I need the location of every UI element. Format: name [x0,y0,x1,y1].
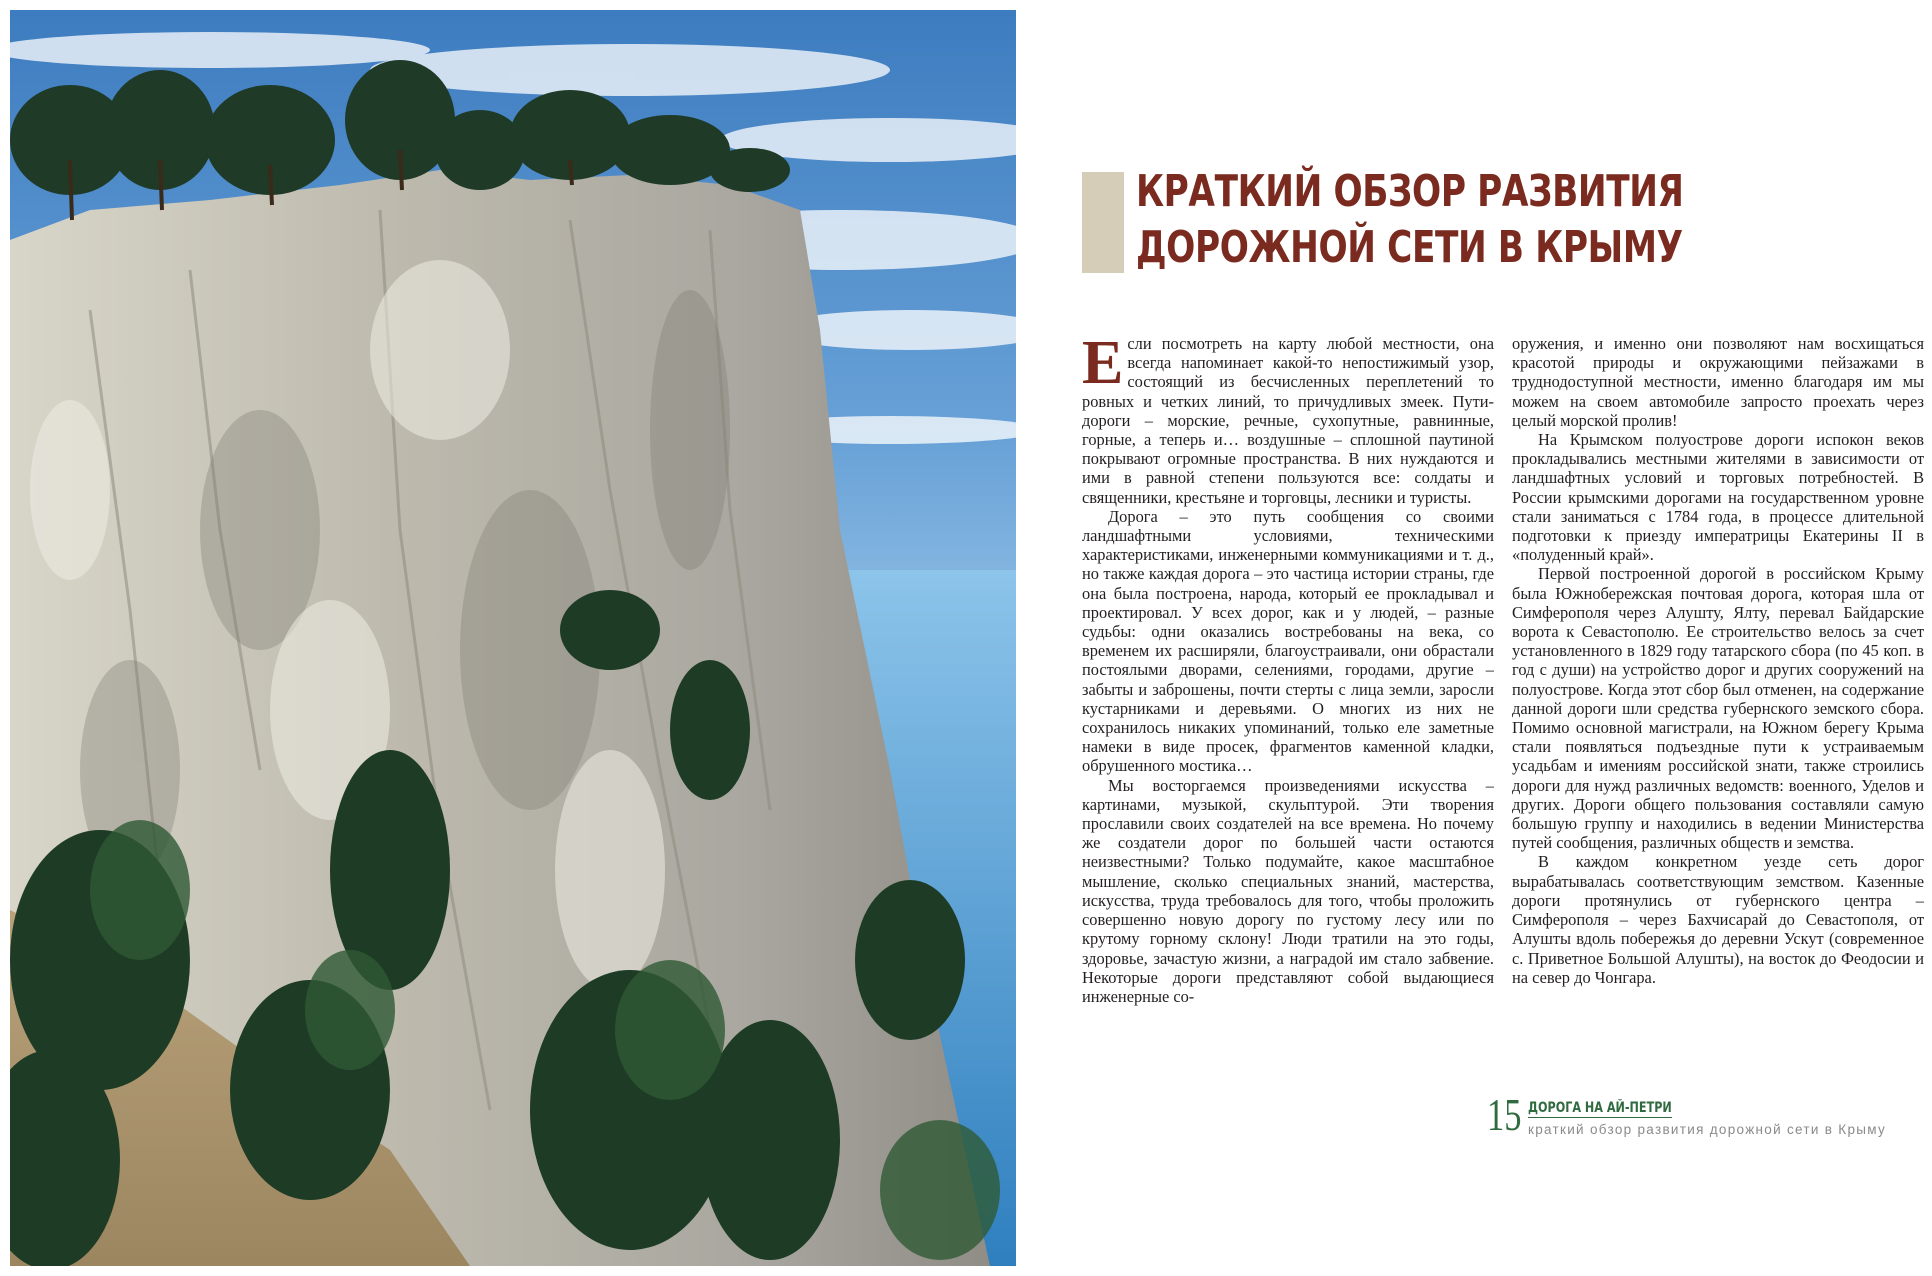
page-number: 15 [1487,1089,1522,1140]
text-column-right [1512,334,1924,987]
paragraph: оружения, и именно они позволяют нам восхищаться красотой природы и окружающими пейзажами в труднодоступной местности, именно благодаря им мы можем на своем автомобиле запросто проехать через целый морской пролив! [1512,334,1924,430]
paragraph: Если посмотреть на карту любой местности, она всегда напоминает какой-то непостижимый узор, состоящий из бесчисленных переплетений то ровных и четких линий, то причудливых змеек. Пути-дороги – морские, речные, сухопутные, равнинные, горные, а теперь и… воздушные – сплошной паутиной покрывают огромные пространства. В них нуждаются и ими в равной степени пользуются все: солдаты и священники, крестьяне и торговцы, лесники и туристы. [1082,329,1494,507]
cliff-photo [10,10,1016,1266]
paragraph: В каждом конкретном уезде сеть дорог вырабатывалась соответствующим земством. Казенные дороги протянулись от губернского центра – Симферополя – через Бахчисарай до Севастополя, от Алушты вдоль побережья до деревни Ускут (современное с. Приветное Большой Алушты), на восток до Феодосии и на север до Чонгара. [1512,852,1924,987]
dropcap: Е [1082,329,1124,397]
paragraph: Мы восторгаемся произведениями искусства – картинами, музыкой, скульптурой. Эти творения прославили своих создателей на все времена. Но почему же создатели дорог по большей части остаются неизвестными? Только подумайте, какое масштабное мышление, сколько специальных знаний, мастерства, искусства, труда требовалось для того, чтобы проложить совершенно новую дорогу по густому лесу или по крутому горному склону! Люди тратили на это годы, здоровье, зачастую жизни, а наградой им стало забвение. Некоторые дороги представляют собой выдающиеся инженерные со- [1082,775,1494,1006]
running-head-book-title: ДОРОГА НА АЙ-ПЕТРИ [1528,1100,1672,1116]
crimean-cliff-photo-icon [10,10,1016,1266]
article-title: КРАТКИЙ ОБЗОР РАЗВИТИЯ ДОРОЖНОЙ СЕТИ В КРЫМУ [1136,166,1684,273]
title-accent-bar [1082,172,1124,273]
paragraph: Дорога – это путь сообщения со своими ландшафтными условиями, техническими характеристиками, инженерными коммуникациями и т. д., но также каждая дорога – это частица истории страны, где она была построена, народа, который ее прокладывал и проектировал. У всех дорог, как и у людей, – разные судьбы: одни оказались востребованы на века, со временем их расширяли, благоустраивали, они обрастали постоялыми дворами, селениями, городами, другие – забыты и заброшены, почти стерты с лица земли, заросли кустарниками и деревьями. О многих из них не сохранилось никаких упоминаний, только еле заметные намеки в виде просек, фрагментов каменной кладки, обрушенного мостика… [1082,506,1494,776]
paragraph: Первой построенной дорогой в российском Крыму была Южнобережская почтовая дорога, которая шла от Симферополя через Алушту, Ялту, перевал Байдарские ворота к Севастополю. Ее строительство велось за счет установленного в 1829 году татарского сбора (по 45 коп. в год с души) на устройство дорог и других сооружений на полуострове. Когда этот сбор был отменен, на содержание данной дороги шли средства губернского земского сбора. Помимо основной магистрали, на Южном берегу Крыма стали появляться подъездные пути к устраиваемым усадьбам и имениям российской знати, также строились дороги для нужд различных ведомств: военного, Уделов и других. Дороги общего пользования составляли самую большую группу и находились в ведении Министерства путей сообщения, различных обществ и земства. [1512,564,1924,853]
paragraph: На Крымском полуострове дороги испокон веков прокладывались местными жителями в зависимости от ландшафтных условий и торговых потребностей. В России крымскими дорогами на государственном уровне стали заниматься с 1784 года, в процессе длительной подготовки к приезду императрицы Екатерины II в «полуденный край». [1512,430,1924,565]
running-head-chapter: краткий обзор развития дорожной сети в Крыму [1528,1122,1887,1137]
text-column-left [1082,329,1494,1006]
